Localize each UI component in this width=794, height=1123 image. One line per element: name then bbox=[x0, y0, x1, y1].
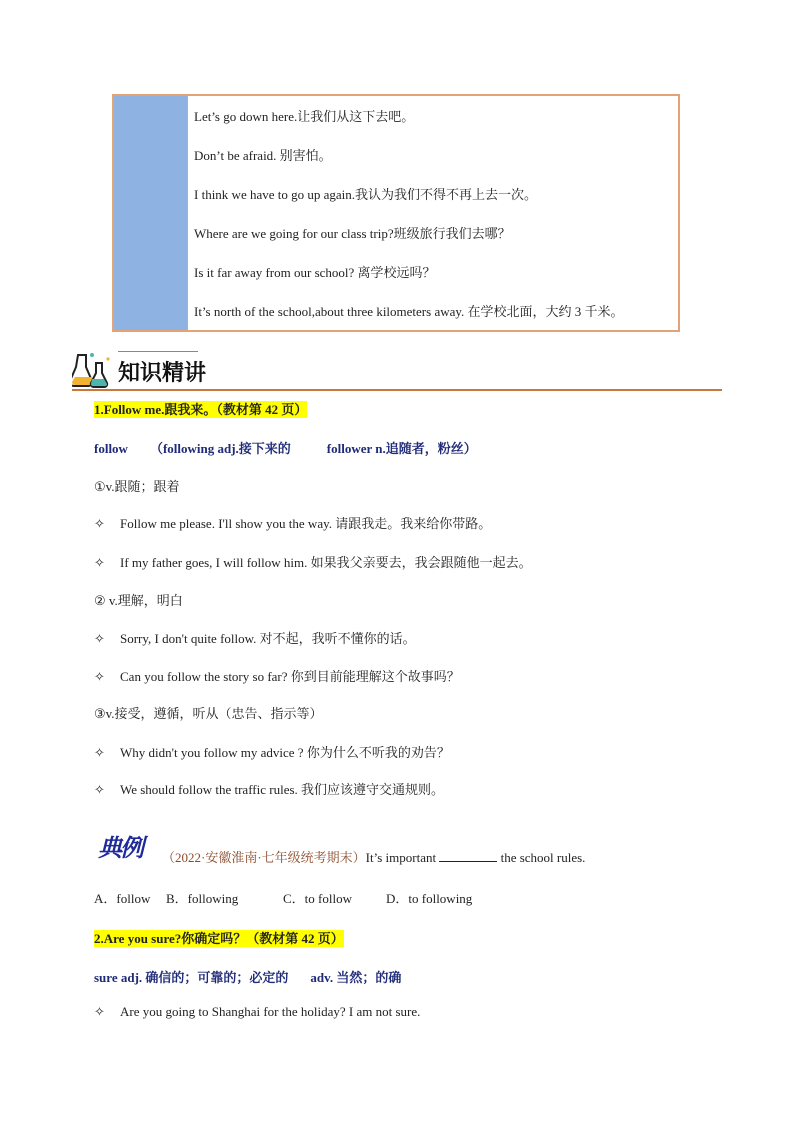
example-2: ✧ If my father goes, I will follow him. 如果我父亲要去，我会跟随他一起去。 bbox=[94, 555, 532, 570]
point2-example-1: ✧ Are you going to Shanghai for the holiday? I am not sure. bbox=[94, 1004, 421, 1019]
definition-adv: adv. 当然；的确 bbox=[310, 970, 402, 985]
star-bullet-icon: ✧ bbox=[94, 631, 105, 646]
point1-heading-text: 1.Follow me.跟我来。（教材第 42 页） bbox=[94, 402, 308, 417]
option-d[interactable]: D．to following bbox=[386, 891, 473, 906]
point2-heading-text: 2.Are you sure?你确定吗？（教材第 42 页） bbox=[94, 931, 344, 946]
star-bullet-icon: ✧ bbox=[94, 516, 105, 531]
option-a[interactable]: A．follow bbox=[94, 891, 151, 906]
table-line: I think we have to go up again.我认为我们不得不再上去一次。 bbox=[194, 187, 538, 202]
example-3: ✧ Sorry, I don't quite follow. 对不起，我听不懂你的话。 bbox=[94, 631, 416, 646]
section-title: 知识精讲 bbox=[118, 361, 207, 386]
example-logo: 典例 bbox=[98, 833, 142, 862]
section-rule bbox=[72, 389, 722, 391]
exam-question: （2022·安徽淮南·七年级统考期末）It’s important the school rules. bbox=[162, 850, 586, 865]
related-word: follower n.追随者，粉丝） bbox=[326, 441, 477, 456]
example-1: ✧ Follow me please. I'll show you the way. 请跟我走。我来给你带路。 bbox=[94, 516, 492, 531]
point1-word-line bbox=[94, 438, 477, 457]
definition-adj: sure adj. 确信的；可靠的；必定的 bbox=[94, 970, 289, 985]
option-b[interactable]: B．following bbox=[166, 891, 239, 906]
answer-blank[interactable] bbox=[439, 850, 497, 862]
table-line: Don’t be afraid. 别害怕。 bbox=[194, 148, 332, 163]
point2-heading bbox=[94, 928, 344, 947]
star-bullet-icon: ✧ bbox=[94, 782, 105, 797]
table-line: Where are we going for our class trip?班级旅行我们去哪？ bbox=[194, 226, 511, 241]
sense-3: ③v.接受，遵循，听从（忠告、指示等） bbox=[94, 706, 323, 721]
point2-definition bbox=[94, 967, 401, 986]
option-c[interactable]: C．to follow bbox=[283, 891, 352, 906]
answer-options bbox=[94, 888, 472, 907]
star-bullet-icon: ✧ bbox=[94, 745, 105, 760]
example-6: ✧ We should follow the traffic rules. 我们应该遵守交通规则。 bbox=[94, 782, 445, 797]
sense-2: ② v.理解，明白 bbox=[94, 593, 183, 608]
table-line: It’s north of the school,about three kilometers away. 在学校北面，大约 3 千米。 bbox=[194, 304, 624, 319]
point1-heading bbox=[94, 399, 307, 418]
table-line: Let’s go down here.让我们从这下去吧。 bbox=[194, 109, 415, 124]
star-bullet-icon: ✧ bbox=[94, 669, 105, 684]
table-line: Is it far away from our school? 离学校远吗？ bbox=[194, 265, 436, 280]
star-bullet-icon: ✧ bbox=[94, 1004, 105, 1019]
exam-source: （2022·安徽淮南·七年级统考期末） bbox=[162, 850, 366, 865]
headword: follow bbox=[94, 441, 128, 456]
related-word: （following adj.接下来的 bbox=[149, 441, 291, 456]
lab-flask-icon bbox=[72, 349, 112, 389]
star-bullet-icon: ✧ bbox=[94, 555, 105, 570]
example-4: ✧ Can you follow the story so far? 你到目前能理解这个故事吗？ bbox=[94, 669, 460, 684]
sentence-table bbox=[112, 94, 680, 332]
table-label-cell bbox=[114, 96, 188, 330]
example-5: ✧ Why didn't you follow my advice ? 你为什么不听我的劝告？ bbox=[94, 745, 450, 760]
sense-1: ①v.跟随；跟着 bbox=[94, 479, 180, 494]
header-top-rule bbox=[118, 351, 198, 352]
